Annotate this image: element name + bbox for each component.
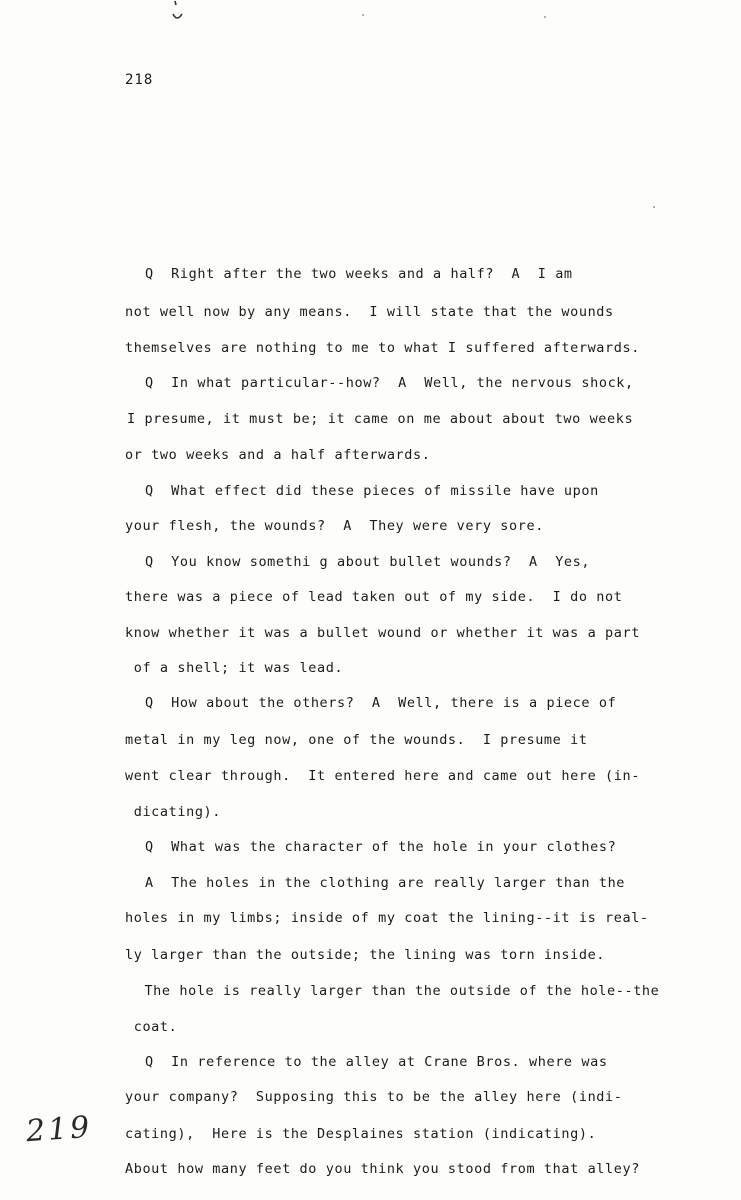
text-line: Q Right after the two weeks and a half? A I am bbox=[145, 266, 573, 282]
text-line: I presume, it must be; it came on me about about two weeks bbox=[127, 411, 634, 427]
text-line: ly larger than the outside; the lining was torn inside. bbox=[125, 947, 606, 963]
text-line: dicating). bbox=[125, 804, 222, 820]
text-line: or two weeks and a half afterwards. bbox=[125, 447, 431, 463]
text-line: Q In what particular--how? A Well, the nervous shock, bbox=[145, 375, 634, 391]
text-line: cating), Here is the Desplaines station (indicating). bbox=[125, 1126, 597, 1142]
handwritten-page-number: 219 bbox=[24, 1109, 94, 1150]
text-line: Q What was the character of the hole in your clothes? bbox=[145, 839, 617, 855]
text-line: there was a piece of lead taken out of my side. I do not bbox=[125, 589, 623, 605]
text-line: Q You know somethi g about bullet wounds? A Yes, bbox=[145, 554, 591, 570]
text-line: themselves are nothing to me to what I suffered afterwards. bbox=[125, 340, 640, 356]
text-line: not well now by any means. I will state that the wounds bbox=[125, 304, 614, 320]
text-line: The hole is really larger than the outside of the hole--the bbox=[127, 983, 660, 999]
text-line: Q In reference to the alley at Crane Bros. where was bbox=[145, 1054, 608, 1070]
text-line: Q How about the others? A Well, there is a piece of bbox=[145, 695, 617, 711]
text-line: metal in my leg now, one of the wounds. I presume it bbox=[125, 732, 588, 748]
text-line: went clear through. It entered here and came out here (in- bbox=[125, 768, 640, 784]
paper-speck bbox=[362, 14, 364, 16]
text-line: About how many feet do you think you stood from that alley? bbox=[125, 1161, 640, 1177]
text-line: A The holes in the clothing are really larger than the bbox=[145, 875, 626, 891]
page-number: 218 bbox=[125, 72, 154, 88]
paper-speck bbox=[653, 206, 655, 208]
paper-speck bbox=[544, 16, 546, 18]
text-line: of a shell; it was lead. bbox=[125, 660, 344, 676]
text-line: your flesh, the wounds? A They were very sore. bbox=[125, 518, 544, 534]
punch-mark-icon bbox=[170, 0, 184, 24]
text-line: coat. bbox=[125, 1019, 178, 1035]
text-line: your company? Supposing this to be the alley here (indi- bbox=[125, 1089, 623, 1105]
text-line: know whether it was a bullet wound or whether it was a part bbox=[125, 625, 640, 641]
text-line: Q What effect did these pieces of missile have upon bbox=[145, 483, 599, 499]
text-line: holes in my limbs; inside of my coat the lining--it is real- bbox=[125, 910, 649, 926]
